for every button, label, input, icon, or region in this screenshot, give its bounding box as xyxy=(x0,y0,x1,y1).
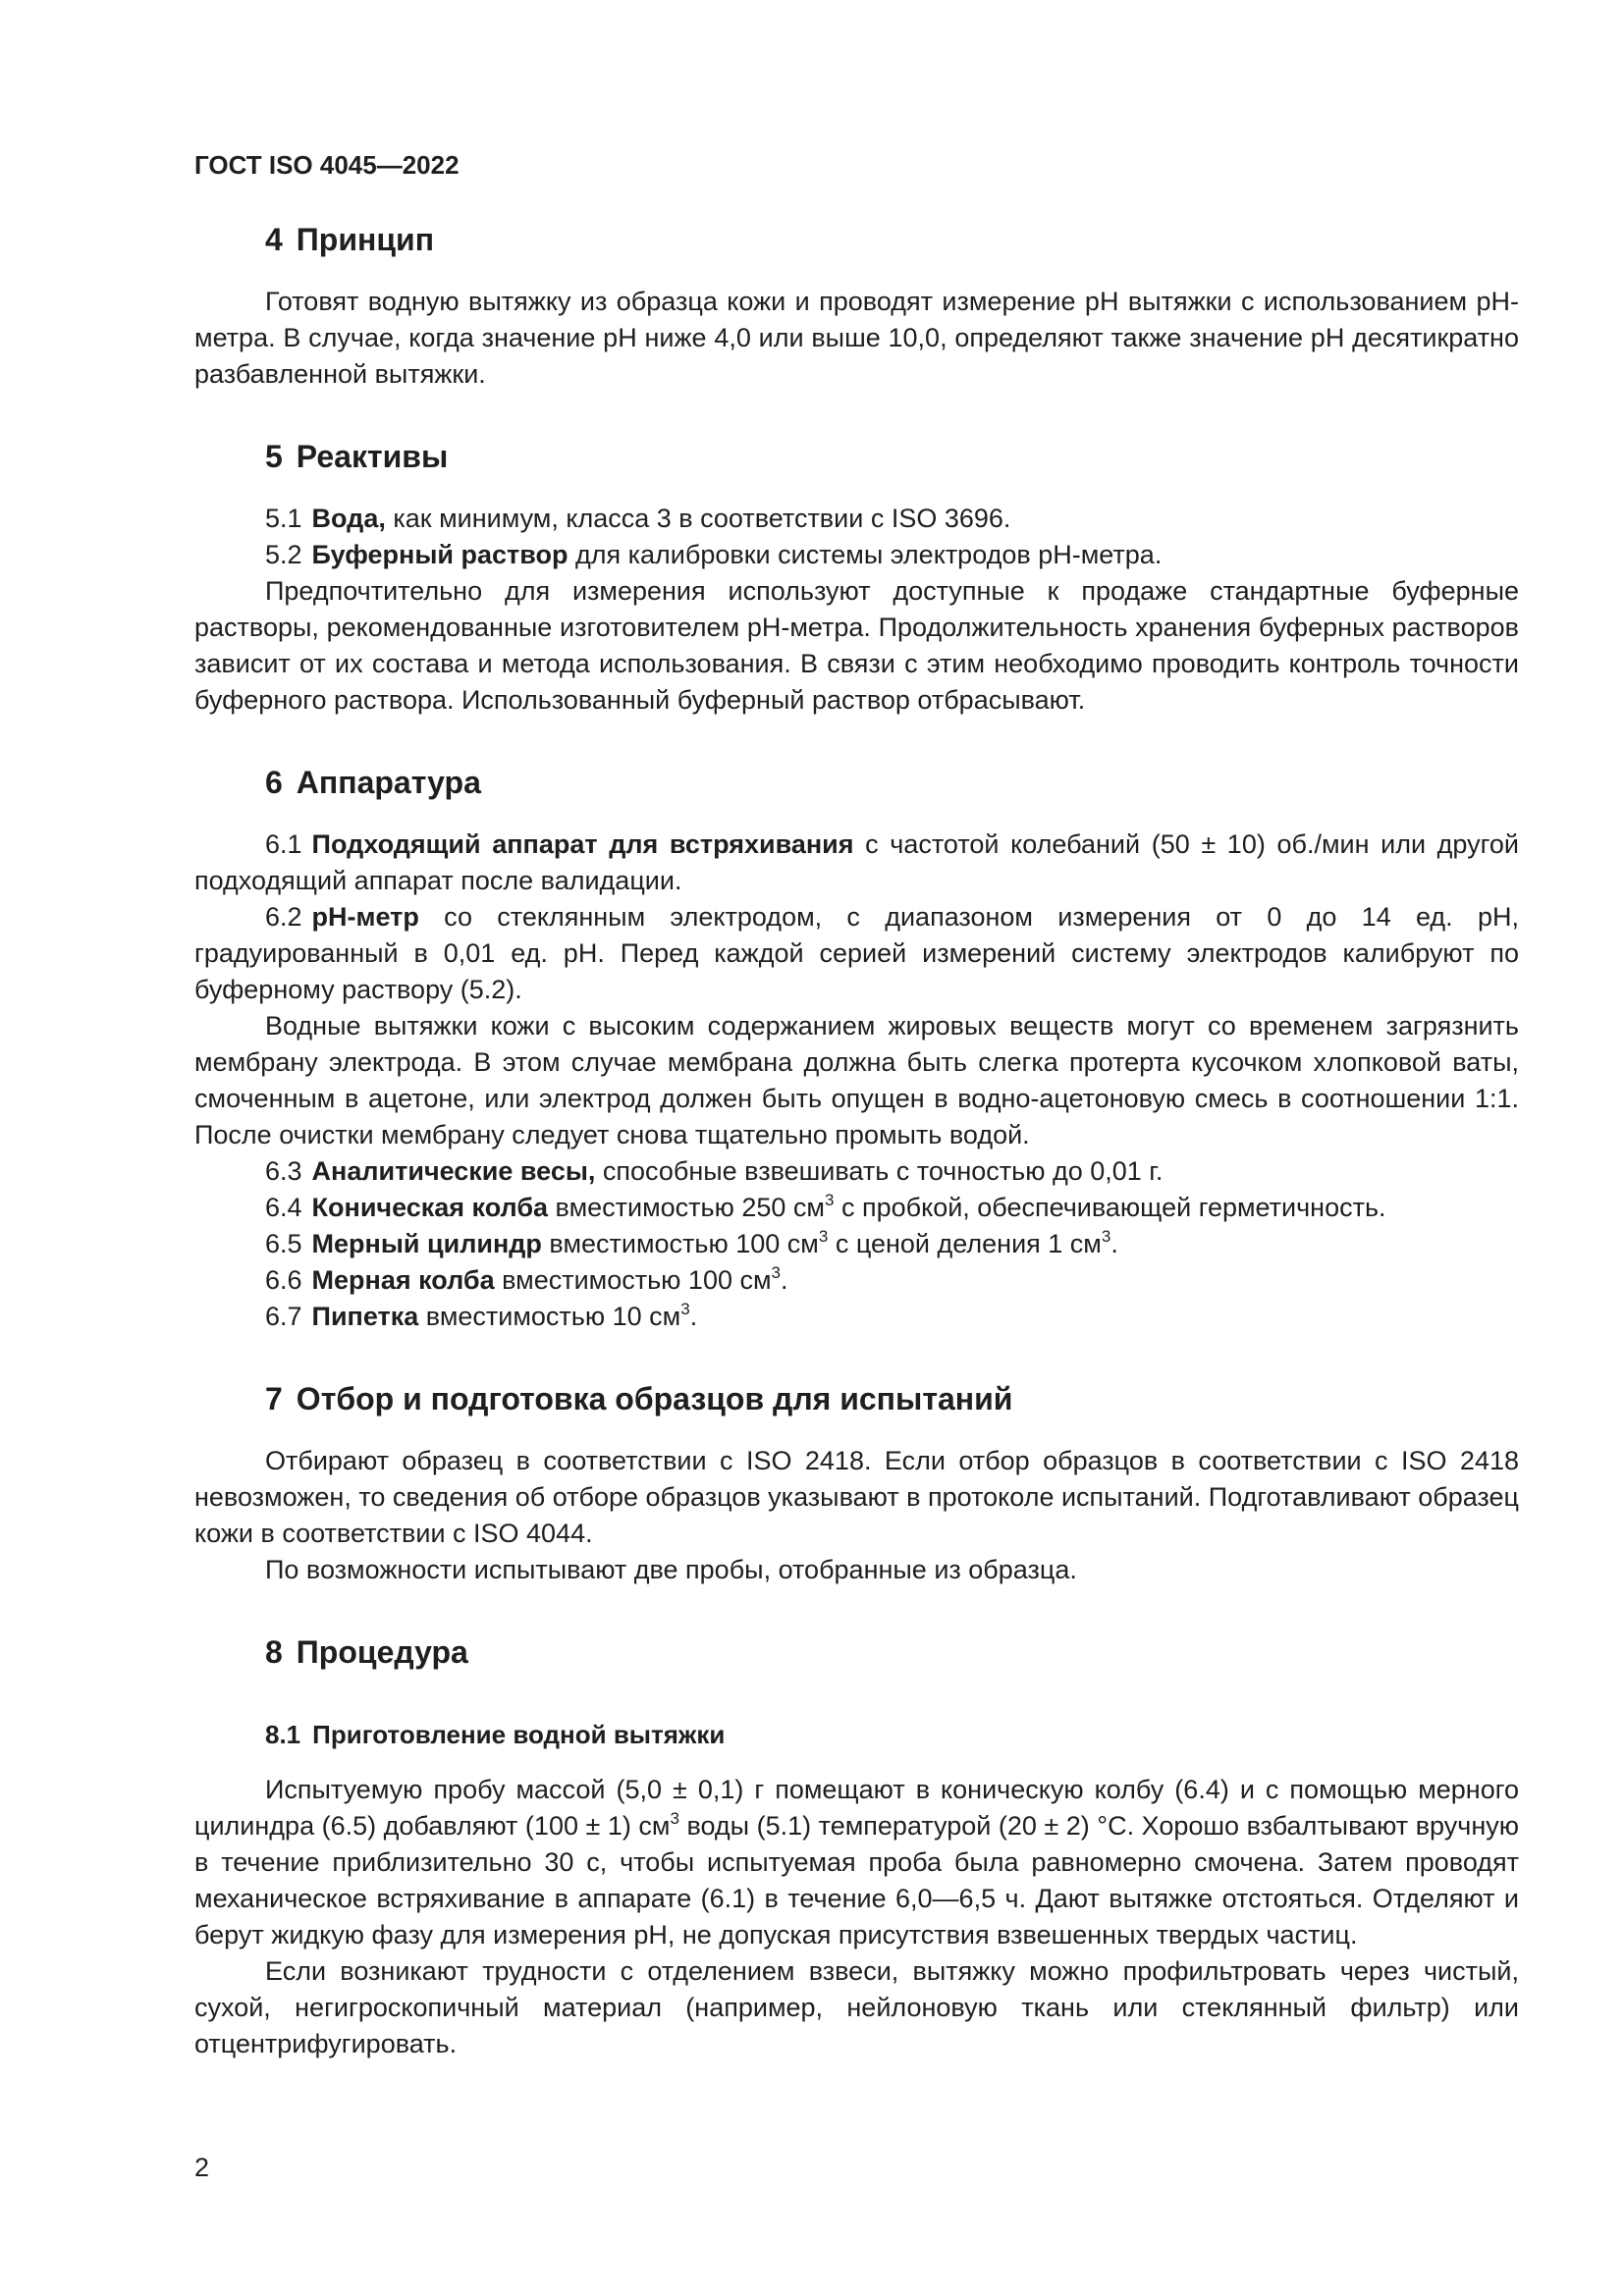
clause-term: Пипетка xyxy=(311,1302,419,1331)
section-title: Принцип xyxy=(296,222,435,257)
subsection-heading xyxy=(194,1717,1519,1752)
section-heading xyxy=(194,435,1519,478)
clause-number: 5.1 xyxy=(265,504,302,533)
clause-number: 6.2 xyxy=(265,902,302,932)
clause-6-3 xyxy=(194,1153,1519,1190)
section-5 xyxy=(194,435,1519,719)
clause-6-5 xyxy=(194,1226,1519,1262)
superscript: 3 xyxy=(670,1809,679,1828)
clause-term: Мерный цилиндр xyxy=(311,1229,542,1258)
subsection-title: Приготовление водной вытяжки xyxy=(312,1720,726,1749)
clause-text: . xyxy=(689,1302,698,1331)
clause-number: 6.6 xyxy=(265,1265,302,1295)
subsection-number: 8.1 xyxy=(265,1720,301,1749)
section-title: Реактивы xyxy=(296,439,449,474)
paragraph: Водные вытяжки кожи с высоким содержанием жировых веществ могут со временем загрязнить мембрану электрода. В этом случае мембрана должна быть слегка протерта кусочком хлопковой ваты, смоченным в ацетоне, или электрод должен быть опущен в водно-ацетоновую смесь в соотношении 1:1. После очистки мембрану следует снова тщательно промыть водой. xyxy=(194,1011,1519,1149)
clause-term: Буферный раствор xyxy=(311,540,568,569)
clause-text: вместимостью 250 см xyxy=(548,1193,825,1222)
section-title: Процедура xyxy=(296,1634,468,1670)
section-heading xyxy=(194,1630,1519,1674)
clause-number: 6.4 xyxy=(265,1193,302,1222)
paragraph-text: воды (5.1) температурой (20 ± 2) °С. Хорошо взбалтывают вручную в течение приблизительно 30 с, чтобы испытуемая проба была равномерно смочена. Затем проводят механическое встряхивание в аппарате (6.1) в течение 6,0—6,5 ч. Дают вытяжке отстояться. Отделяют и берут жидкую фазу для измерения рН, не допуская присутствия взвешенных твердых частиц. xyxy=(194,1811,1519,1949)
superscript: 3 xyxy=(680,1300,690,1318)
clause-text: способные взвешивать с точностью до 0,01 г. xyxy=(595,1156,1164,1186)
section-title: Аппаратура xyxy=(296,765,481,800)
superscript: 3 xyxy=(818,1227,829,1246)
paragraph: Если возникают трудности с отделением взвеси, вытяжку можно профильтровать через чистый, сухой, негигроскопичный материал (например, нейлоновую ткань или стеклянный фильтр) или отцентрифугировать. xyxy=(194,1956,1519,2058)
clause-text: с частотой колебаний (50 ± 10) об./мин или другой подходящий аппарат после валидации. xyxy=(194,829,1519,895)
clause-6-6 xyxy=(194,1262,1519,1299)
paragraph-text: Испытуемую пробу массой (5,0 ± 0,1) г помещают в коническую колбу (6.4) и с помощью мерного цилиндра (6.5) добавляют (100 ± 1) см xyxy=(194,1775,1519,1841)
clause-term: рН-метр xyxy=(311,902,419,932)
section-title: Отбор и подготовка образцов для испытаний xyxy=(296,1381,1013,1416)
section-number: 8 xyxy=(265,1634,283,1670)
clause-text: . xyxy=(781,1265,788,1295)
clause-number: 6.3 xyxy=(265,1156,302,1186)
clause-term: Аналитические весы, xyxy=(311,1156,596,1186)
clause-number: 5.2 xyxy=(265,540,302,569)
clause-term: Мерная колба xyxy=(311,1265,495,1295)
section-7 xyxy=(194,1377,1519,1588)
clause-5-2 xyxy=(194,537,1519,573)
document-header: ГОСТ ISO 4045—2022 xyxy=(194,150,460,180)
clause-text: со стеклянным электродом, с диапазоном измерения от 0 до 14 ед. рН, градуированный в 0,01 ед. рН. Перед каждой серией измерений систему электродов калибруют по буферному раствору (5.2). xyxy=(194,902,1519,1004)
clause-text: как минимум, класса 3 в соответствии с ISO 3696. xyxy=(385,504,1011,533)
clause-text: вместимостью 10 см xyxy=(418,1302,681,1331)
clause-6-2 xyxy=(194,899,1519,1008)
section-number: 6 xyxy=(265,765,283,800)
section-number: 7 xyxy=(265,1381,283,1416)
section-8 xyxy=(194,1630,1519,2062)
clause-number: 6.7 xyxy=(265,1302,302,1331)
clause-6-1 xyxy=(194,827,1519,899)
clause-text: вместимостью 100 см xyxy=(494,1265,772,1295)
paragraph: Отбирают образец в соответствии с ISO 2418. Если отбор образцов в соответствии с ISO 2418 невозможен, то сведения об отборе образцов указывают в протоколе испытаний. Подготавливают образец кожи в соответствии с ISO 4044. xyxy=(194,1446,1519,1548)
clause-6-4 xyxy=(194,1190,1519,1226)
clause-term: Коническая колба xyxy=(311,1193,549,1222)
section-heading xyxy=(194,1377,1519,1420)
clause-5-1 xyxy=(194,501,1519,537)
page-number: 2 xyxy=(194,2153,210,2182)
superscript: 3 xyxy=(771,1263,782,1282)
clause-6-7 xyxy=(194,1299,1519,1335)
paragraph: Готовят водную вытяжку из образца кожи и проводят измерение рН вытяжки с использованием рН-метра. В случае, когда значение рН ниже 4,0 или выше 10,0, определяют также значение рН десятикратно разбавленной вытяжки. xyxy=(194,287,1519,389)
clause-text: с ценой деления 1 см xyxy=(828,1229,1102,1258)
section-number: 5 xyxy=(265,439,283,474)
clause-number: 6.1 xyxy=(265,829,302,859)
clause-term: Вода, xyxy=(311,504,386,533)
paragraph: По возможности испытывают две пробы, отобранные из образца. xyxy=(265,1555,1077,1584)
superscript: 3 xyxy=(1101,1227,1111,1246)
clause-text: вместимостью 100 см xyxy=(541,1229,819,1258)
superscript: 3 xyxy=(824,1191,835,1209)
paragraph: Предпочтительно для измерения используют доступные к продаже стандартные буферные растворы, рекомендованные изготовителем рН-метра. Продолжительность хранения буферных растворов зависит от их состава и метода использования. В связи с этим необходимо проводить контроль точности буферного раствора. Использованный буферный раствор отбрасывают. xyxy=(194,576,1519,715)
paragraph xyxy=(194,1772,1519,1953)
document-body xyxy=(194,218,1519,2105)
section-4 xyxy=(194,218,1519,393)
clause-term: Подходящий аппарат для встряхивания xyxy=(311,829,854,859)
clause-text: с пробкой, обеспечивающей герметичность. xyxy=(834,1193,1386,1222)
section-number: 4 xyxy=(265,222,283,257)
section-6 xyxy=(194,761,1519,1335)
clause-number: 6.5 xyxy=(265,1229,302,1258)
clause-text: для калибровки системы электродов рН-метра. xyxy=(568,540,1163,569)
section-heading xyxy=(194,218,1519,261)
section-heading xyxy=(194,761,1519,804)
clause-text: . xyxy=(1110,1229,1118,1258)
